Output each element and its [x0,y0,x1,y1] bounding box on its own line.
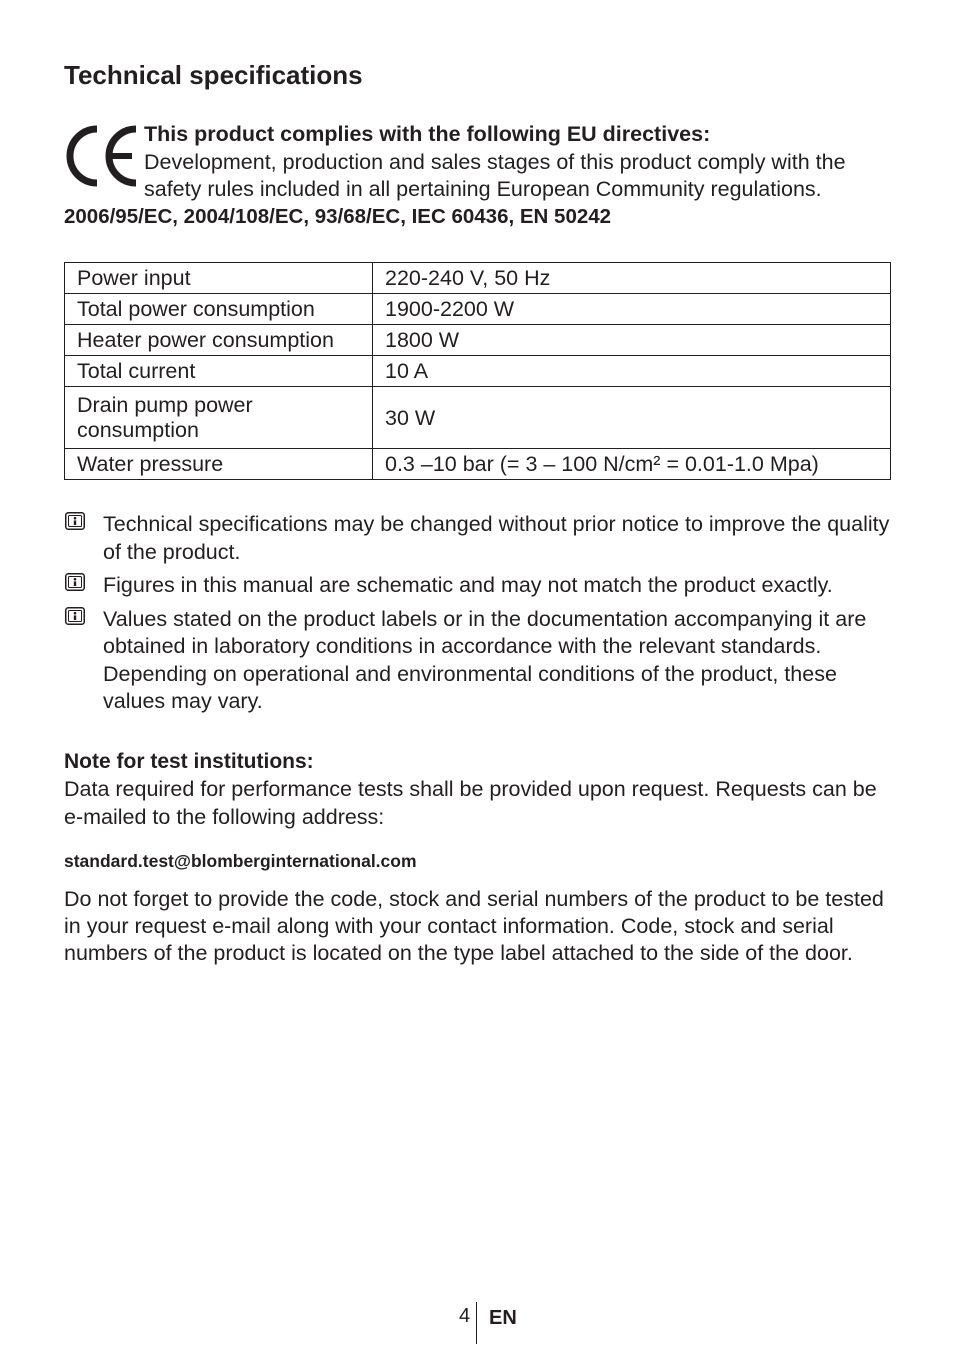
list-item [64,572,894,600]
note-text: Values stated on the product labels or in the documentation accompanying it are obtained in laboratory conditions in accordance with the relevant standards. Depending on operational and environmental conditions of the product, these values may vary. [103,606,867,713]
info-icon [65,573,85,591]
spec-value: 1800 W [373,325,891,356]
footer-divider [476,1302,477,1344]
spec-label: Heater power consumption [65,325,373,356]
spec-label: Drain pump power consumption [65,387,373,449]
test-heading: Note for test institutions: [64,750,314,773]
ce-mark-icon [64,123,140,189]
page-number: 4 [459,1305,471,1327]
test-body: Data required for performance tests shall be provided upon request. Requests can be e-mailed to the following address: [64,777,877,829]
ce-text [144,121,894,204]
email-address: standard.test@blomberginternational.com [64,851,417,871]
spec-value: 10 A [373,356,891,387]
info-icon [65,607,85,625]
spec-label: Total current [65,356,373,387]
note-text: Figures in this manual are schematic and may not match the product exactly. [103,573,833,597]
spec-value: 1900-2200 W [373,294,891,325]
list-item [64,606,894,716]
table-row [65,325,891,356]
specs-table [64,262,891,480]
table-row [65,356,891,387]
notes-list [64,511,894,722]
list-item [64,511,894,566]
note-text: Technical specifications may be changed without prior notice to improve the quality of the product. [103,512,890,564]
info-icon [65,512,85,530]
spec-label: Water pressure [65,449,373,480]
table-row [65,387,891,449]
test-institutions-section [64,748,894,831]
spec-value: 30 W [373,387,891,449]
table-row [65,449,891,480]
page-footer [455,1302,535,1344]
spec-label: Power input [65,263,373,294]
directives-list: 2006/95/EC, 2004/108/EC, 93/68/EC, IEC 60436, EN 50242 [64,205,612,228]
ce-body: Development, production and sales stages of this product comply with the safety rules included in all pertaining European Community regulations. [144,149,846,201]
spec-value: 220-240 V, 50 Hz [373,263,891,294]
language-code: EN [489,1307,517,1329]
page-title: Technical specifications [64,60,363,90]
spec-value: 0.3 –10 bar (= 3 – 100 N/cm² = 0.01-1.0 Mpa) [373,449,891,480]
ce-compliance-block [64,121,894,204]
spec-label: Total power consumption [65,294,373,325]
table-row [65,294,891,325]
closing-paragraph: Do not forget to provide the code, stock and serial numbers of the product to be tested in your request e-mail along with your contact information. Code, stock and serial numbers of the product is located on the type label attached to the side of the door. [64,887,884,965]
ce-heading: This product complies with the following EU directives: [144,122,711,146]
table-row [65,263,891,294]
